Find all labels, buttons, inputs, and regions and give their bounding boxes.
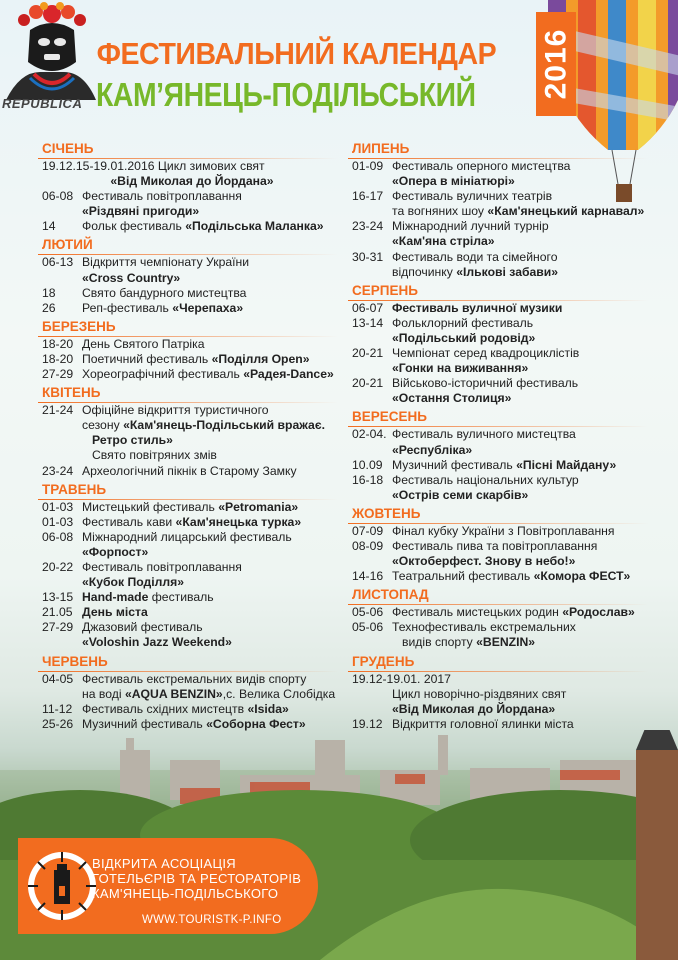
event: [42, 255, 342, 270]
event-date: 06-08: [42, 529, 74, 544]
event-name: Hand-made: [82, 590, 149, 605]
calendar-right-column: [352, 138, 652, 732]
event-name: «Гонки на виживання»: [392, 361, 529, 376]
event-date: 07-09: [352, 523, 384, 538]
event-text: Хореографічний фестиваль: [82, 367, 240, 382]
event-text: Фестиваль вуличного мистецтва: [392, 427, 576, 442]
event: [42, 219, 342, 234]
event-date: 19.12.15-19.01.2016: [42, 159, 155, 173]
event-text-line: на воді «AQUA BENZIN»,с. Велика Слобідка: [82, 686, 336, 701]
event-name: «Республіка»: [392, 442, 473, 457]
event-date: 11-12: [42, 701, 73, 716]
event-name: «Кубок Поділля»: [82, 575, 184, 590]
event-text: Фестиваль східних мистецтв: [82, 701, 245, 716]
event: [42, 620, 342, 635]
event-name: «Voloshin Jazz Weekend»: [82, 635, 232, 650]
event-name: «Форпост»: [82, 544, 149, 559]
event-text: Театральний фестиваль: [392, 569, 531, 584]
event: [352, 316, 652, 331]
event-date: 26: [42, 300, 56, 315]
event-text: Цикл новорічно-різдвяних свят: [392, 686, 567, 701]
event: [352, 346, 652, 361]
republica-logo: [0, 0, 100, 135]
title-line-2: КАМ’ЯНЕЦЬ-ПОДІЛЬСЬКИЙ: [96, 76, 476, 113]
event-name: «BENZIN»: [476, 635, 536, 650]
event: [352, 473, 652, 488]
month-october: ЖОВТЕНЬ: [352, 505, 652, 524]
event-text: Фестиваль води та сімейного: [392, 249, 558, 264]
event-text: Відкриття головної ялинки міста: [392, 716, 574, 731]
event-date: 04-05: [42, 671, 74, 686]
event-date: 02-04.: [352, 427, 387, 442]
calendar-left-column: [42, 138, 342, 732]
event: [42, 530, 342, 545]
event-text-line: Свято повітряних змів: [92, 448, 217, 463]
event-text: Фестиваль пива та повітроплавання: [392, 538, 598, 553]
event-text: Фестиваль кави: [82, 514, 173, 529]
event-text: Фестиваль мистецьких родин: [392, 605, 559, 620]
event: [42, 672, 342, 687]
event-name: «Пісні Майдану»: [516, 457, 617, 472]
event-date: 21.05: [42, 605, 73, 620]
event: [42, 189, 342, 204]
event-text: Свято бандурного мистецтва: [82, 285, 247, 300]
event: [42, 367, 342, 382]
event-name: «Соборна Фест»: [206, 716, 306, 731]
event: [42, 403, 342, 418]
month-february: ЛЮТИЙ: [42, 236, 342, 255]
event-text-line: видів спорту «BENZIN»: [402, 635, 536, 650]
event-name: «Від Миколая до Йордана»: [392, 701, 556, 716]
fortress-sun-logo-icon: [22, 846, 102, 926]
event: [352, 539, 652, 554]
event-text: Чемпіонат серед квадроциклістів: [392, 346, 580, 361]
event-name: «Черепаха»: [172, 300, 244, 315]
event-name: «Комора ФЕСТ»: [533, 569, 631, 584]
event-date: 27-29: [42, 367, 74, 382]
event: [352, 569, 652, 584]
event-text-line: та вогняних шоу «Кам'янецький карнавал»: [392, 204, 645, 219]
event-name: «Кам'янецька турка»: [175, 514, 302, 529]
event: [42, 605, 342, 620]
event-date: 01-03: [42, 499, 74, 514]
event-date: 14-16: [352, 569, 384, 584]
event-text: Фестиваль вуличних театрів: [392, 189, 553, 204]
event-text: Військово-історичний фестиваль: [392, 376, 579, 391]
event: [352, 219, 652, 234]
month-december: ГРУДЕНЬ: [352, 653, 652, 672]
event-text: Фестиваль оперного мистецтва: [392, 159, 571, 173]
event: [42, 515, 342, 530]
month-july: ЛИПЕНЬ: [352, 140, 652, 159]
event-text: Джазовий фестиваль: [82, 620, 203, 635]
event-date: 18: [42, 285, 56, 300]
event-date: 16-18: [352, 472, 384, 487]
event-text: Фінал кубку України з Повітроплавання: [392, 523, 615, 538]
title-line-1: ФЕСТИВАЛЬНИЙ КАЛЕНДАР: [96, 36, 497, 71]
event-date: 19.12: [352, 716, 383, 731]
event-text: Поетичний фестиваль: [82, 351, 209, 366]
event-name: «Ількові забави»: [456, 264, 559, 279]
republica-text: REPUBLICA: [2, 96, 83, 111]
event-text: Мистецький фестиваль: [82, 499, 215, 514]
event: [352, 458, 652, 473]
event-name: «Подільський родовід»: [392, 330, 536, 345]
event-name: «Кам'яна стріла»: [392, 234, 495, 249]
event-text: Міжнародний лицарський фестиваль: [82, 529, 292, 544]
year-text: 2016: [539, 28, 572, 100]
event-date: 30-31: [352, 249, 384, 264]
event-text: Археологічний пікнік в Старому Замку: [82, 463, 297, 478]
event-text: Фольклорний фестиваль: [392, 315, 534, 330]
event: [42, 286, 342, 301]
event-name: «Petromania»: [218, 499, 299, 514]
event-text: Цикл зимових свят: [157, 159, 265, 173]
event: [42, 352, 342, 367]
association-line-3: КАМ'ЯНЕЦЬ-ПОДІЛЬСЬКОГО: [92, 886, 279, 901]
event-date: 08-09: [352, 538, 384, 553]
event-date: 05-06: [352, 620, 384, 635]
event: [42, 337, 342, 352]
association-name: [92, 856, 301, 901]
event: [42, 500, 342, 515]
month-may: ТРАВЕНЬ: [42, 481, 342, 500]
event-date: 25-26: [42, 716, 74, 731]
event-name: «Поділля Open»: [211, 351, 310, 366]
event: [352, 620, 652, 635]
event-date: 19.12-19.01. 2017: [352, 671, 451, 686]
event-date: 20-21: [352, 376, 384, 391]
event-name: «AQUA BENZIN»: [124, 686, 223, 701]
event-date: 01-09: [352, 159, 384, 173]
event: [42, 702, 342, 717]
event-name: «Радея-Dance»: [243, 367, 334, 382]
event-date: 20-21: [352, 346, 384, 361]
event-name: «Cross Country»: [82, 270, 181, 285]
event: [42, 560, 342, 575]
event-name: Фестиваль вуличної музики: [392, 300, 563, 315]
event-name: «Октоберфест. Знову в небо!»: [392, 554, 576, 569]
association-line-2: ГОТЕЛЬЄРІВ ТА РЕСТОРАТОРІВ: [92, 871, 302, 886]
event-name: «Подільська Маланка»: [185, 219, 324, 234]
event-date: 18-20: [42, 336, 74, 351]
event-text: Міжнародний лучний турнір: [392, 219, 549, 234]
event: [352, 189, 652, 204]
event: [352, 159, 652, 174]
event-text: Музичний фестиваль: [82, 716, 203, 731]
event: [42, 159, 342, 174]
masked-figure-icon: [0, 0, 100, 110]
event-date: 10.09: [352, 457, 383, 472]
event: [42, 590, 342, 605]
event-text: фестиваль: [151, 590, 214, 605]
event-text: Технофестиваль екстремальних: [392, 620, 576, 635]
event: [352, 376, 652, 391]
event-name: «Родослав»: [562, 605, 635, 620]
association-line-1: ВІДКРИТА АСОЦІАЦІЯ: [92, 856, 236, 871]
event-date: 01-03: [42, 514, 74, 529]
event-date: 18-20: [42, 351, 74, 366]
month-september: ВЕРЕСЕНЬ: [352, 408, 652, 427]
event-text: Фестиваль повітроплавання: [82, 189, 242, 204]
event: [352, 301, 652, 316]
event-text-line: сезону «Кам'янець-Подільський вражає.: [82, 418, 325, 433]
event-date: 13-14: [352, 315, 384, 330]
event-name: «Остання Столиця»: [392, 391, 512, 406]
month-august: СЕРПЕНЬ: [352, 282, 652, 301]
event-text: Фестиваль екстремальних видів спорту: [82, 671, 307, 686]
event-name: «Кам'янецький карнавал»: [487, 204, 645, 219]
event-name: «Острів семи скарбів»: [392, 487, 529, 502]
event-date: 06-08: [42, 189, 74, 204]
event-text: Музичний фестиваль: [392, 457, 513, 472]
event-date: 06-13: [42, 255, 74, 270]
event-name: «Кам'янець-Подільський вражає.: [123, 418, 325, 433]
event-date: 05-06: [352, 605, 384, 620]
event-date: 23-24: [42, 463, 74, 478]
month-november: ЛИСТОПАД: [352, 586, 652, 605]
month-january: СІЧЕНЬ: [42, 140, 342, 159]
year-badge: [536, 12, 576, 116]
event-name: «Від Миколая до Йордана»: [110, 174, 274, 189]
event: [42, 301, 342, 316]
event-name: Ретро стиль»: [92, 433, 173, 448]
month-june: ЧЕРВЕНЬ: [42, 653, 342, 672]
event: [352, 250, 652, 265]
event-date: 06-07: [352, 300, 384, 315]
event: [352, 427, 652, 442]
event-date: 21-24: [42, 403, 74, 418]
event-text: Фольк фестиваль: [82, 219, 182, 234]
event: [352, 524, 652, 539]
event-date: 14: [42, 219, 56, 234]
website-link[interactable]: WWW.TOURISTK-P.INFO: [142, 914, 282, 926]
event: [352, 605, 652, 620]
event-date: 20-22: [42, 559, 74, 574]
event-text: Відкриття чемпіонату України: [82, 255, 250, 270]
event-date: 23-24: [352, 219, 384, 234]
event-name: «Різдвяні пригоди»: [82, 204, 200, 219]
event-text: Фестиваль повітроплавання: [82, 559, 242, 574]
event-name: «Isida»: [247, 701, 289, 716]
event-text: Офіційне відкриття туристичного: [82, 403, 269, 418]
month-april: КВІТЕНЬ: [42, 384, 342, 403]
event-text-line: відпочинку «Ількові забави»: [392, 264, 559, 279]
month-march: БЕРЕЗЕНЬ: [42, 318, 342, 337]
event-date: 27-29: [42, 620, 74, 635]
event-text: Фестиваль національних культур: [392, 472, 579, 487]
event-name: «Опера в мініатюрі»: [392, 174, 515, 189]
event-text: Реп-фестиваль: [82, 300, 169, 315]
event-date: 13-15: [42, 590, 74, 605]
event-name: День міста: [82, 605, 148, 620]
event-date: 16-17: [352, 189, 384, 204]
event-text: День Святого Патріка: [82, 336, 205, 351]
event: [42, 464, 342, 479]
